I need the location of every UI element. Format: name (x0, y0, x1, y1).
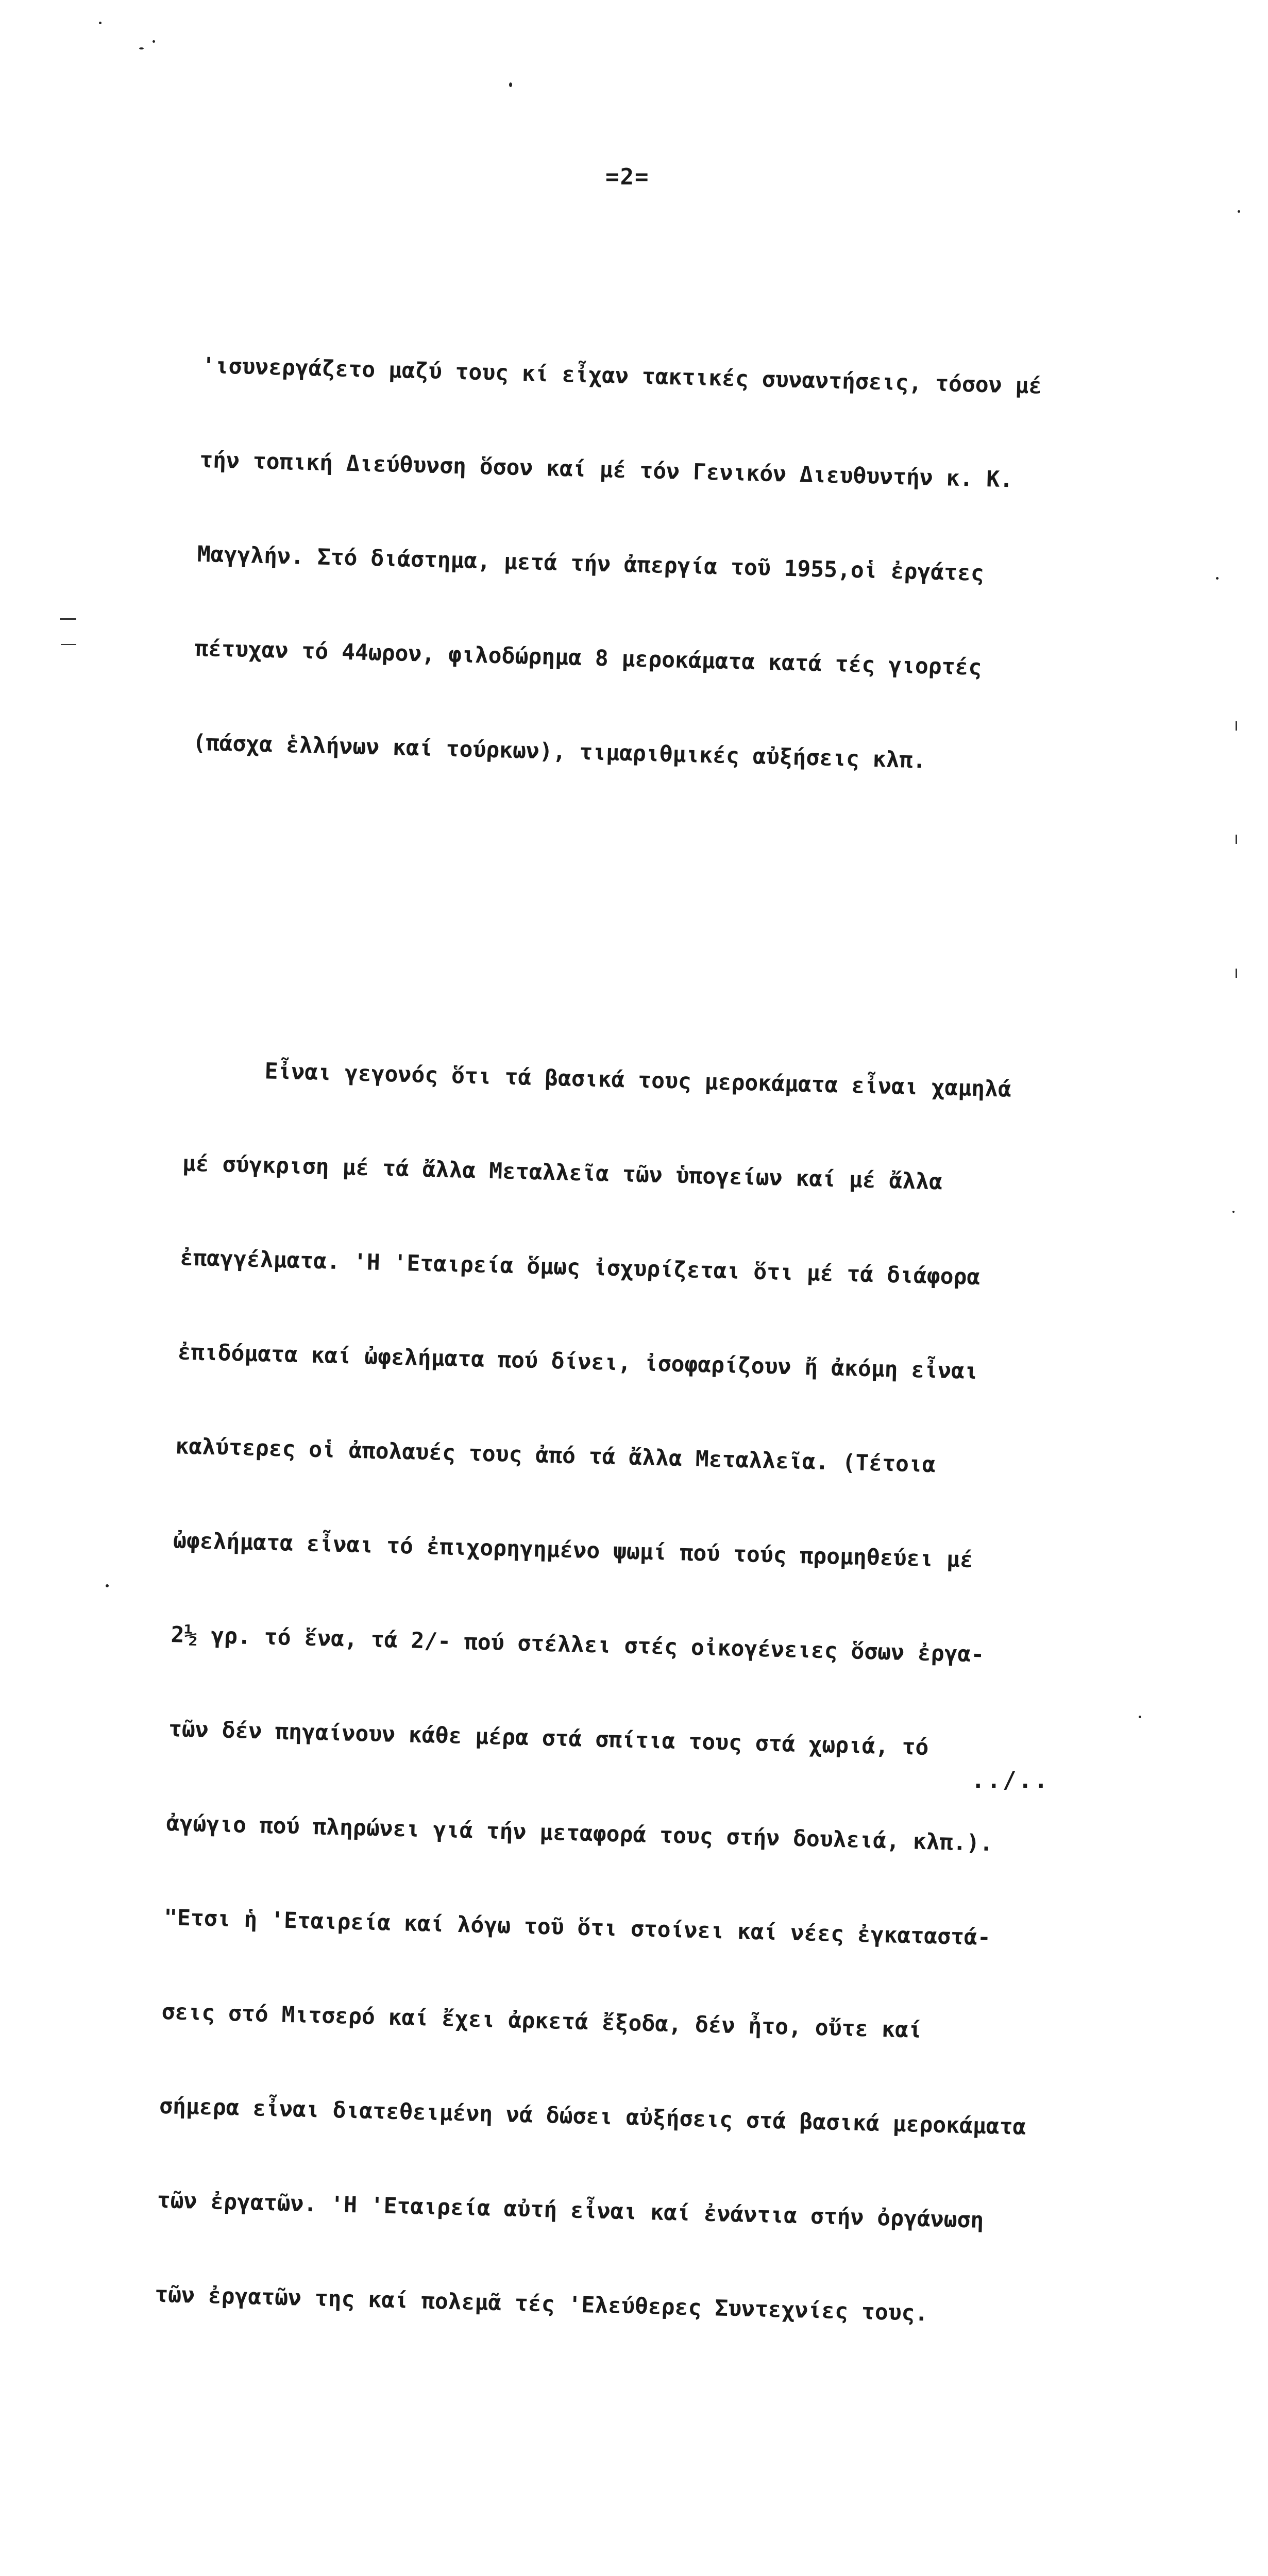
continuation-mark: ../.. (971, 1767, 1050, 1793)
scan-speck (509, 82, 512, 87)
margin-mark (1236, 835, 1237, 844)
paragraph-gap (189, 885, 1214, 922)
text-line: 'ισυνεργάζετο μαζύ τους κί εἶχαν τακτικές συναντήσεις, τόσον μέ (201, 352, 1042, 399)
text-line: Εἶναι γεγονός ὅτι τά βασικά τους μεροκάματα εἶναι χαμηλά (184, 1056, 1012, 1103)
scan-speck (99, 22, 102, 24)
scan-speck (106, 1584, 109, 1587)
text-line: (πάσχα ἑλλήνων καί τούρκων), τιμαριθμικές αὐξήσεις κλπ. (192, 730, 926, 774)
scan-speck (1238, 210, 1240, 213)
paragraph-gap (151, 2436, 1176, 2474)
margin-mark (1236, 721, 1237, 731)
paragraph-2 (153, 991, 1212, 2399)
text-line: σήμερα εἶναι διατεθειμένη νά δώσει αὐξήσεις στά βασικά μεροκάματα (159, 2093, 1027, 2140)
text-line: τῶν ἐργατῶν. 'Η 'Εταιρεία αὐτή εἶναι καί ἐνάντια στήν ὀργάνωση (157, 2187, 984, 2234)
text-line: ἀγώγιο πού πληρώνει γιά τήν μεταφορά τους στήν δουλειά, κλπ.). (166, 1810, 993, 1857)
text-line: μέ σύγκριση μέ τά ἄλλα Μεταλλεῖα τῶν ὑπογείων καί μέ ἄλλα (182, 1150, 943, 1195)
paragraph-1 (191, 287, 1229, 846)
margin-mark (60, 618, 76, 620)
text-line: 2½ γρ. τό ἕνα, τά 2/- πού στέλλει στές οἰκογένειες ὅσων ἐργα- (171, 1622, 985, 1668)
scan-speck (1232, 1211, 1235, 1213)
text-line: ἐπιδόματα καί ὠφελήματα πού δίνει, ἰσοφαρίζουν ἤ ἀκόμη εἶναι (177, 1339, 978, 1385)
text-line: ἐπαγγέλματα. 'Η 'Εταιρεία ὅμως ἰσχυρίζεται ὅτι μέ τά διάφορα (179, 1245, 980, 1291)
scan-speck (153, 40, 155, 43)
text-line: Μαγγλήν. Στό διάστημα, μετά τήν ἀπεργία τοῦ 1955,οἱ ἐργάτες (197, 541, 985, 587)
text-line: ὠφελήματα εἶναι τό ἐπιχορηγημένο ψωμί πού τούς προμηθεύει μέ (173, 1528, 974, 1573)
page-number: =2= (605, 164, 650, 190)
margin-mark (61, 644, 76, 645)
paragraph-3 (133, 2543, 1174, 2576)
text-line: τῶν δέν πηγαίνουν κάθε μέρα στά σπίτια τους στά χωριά, τό (168, 1716, 929, 1761)
text-line: τήν τοπική Διεύθυνση ὅσον καί μέ τόν Γενικόν Διευθυντήν κ. Κ. (199, 447, 1013, 493)
typewritten-body (62, 193, 1231, 2576)
scan-speck (139, 47, 144, 49)
text-line: σεις στό Μιτσερό καί ἔχει ἀρκετά ἔξοδα, δέν ἦτο, οὔτε καί (161, 1998, 922, 2043)
text-line: τῶν ἐργατῶν της καί πολεμᾶ τές 'Ελεύθερες Συντεχνίες τους. (154, 2281, 928, 2327)
text-line: "Ετσι ἡ 'Εταιρεία καί λόγω τοῦ ὅτι στοίνει καί νέες ἐγκαταστά- (163, 1905, 991, 1951)
text-line: καλύτερες οἱ ἀπολαυές τους ἀπό τά ἄλλα Μεταλλεῖα. (Τέτοια (175, 1433, 936, 1478)
margin-mark (1236, 969, 1237, 978)
text-line: πέτυχαν τό 44ωρον, φιλοδώρημα 8 μεροκάματα κατά τές γιορτές (194, 635, 982, 681)
